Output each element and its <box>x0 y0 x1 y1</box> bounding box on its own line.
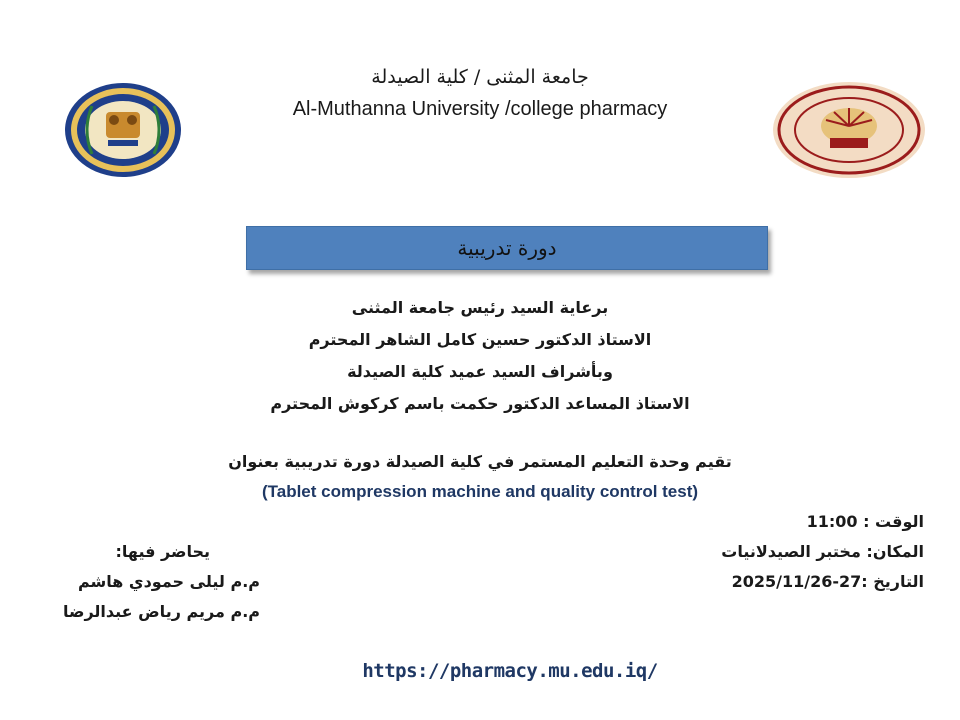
banner-title: دورة تدريبية <box>457 236 557 260</box>
website-link[interactable]: https://pharmacy.mu.edu.iq/ <box>362 660 658 682</box>
university-logo-left <box>62 80 184 180</box>
sponsorship-line-1: برعاية السيد رئيس جامعة المثنى <box>351 298 609 317</box>
course-banner <box>246 226 768 270</box>
university-seal-icon <box>62 80 184 180</box>
lecturer-name: م.م مريم رياض عبدالرضا <box>62 602 260 621</box>
lecturers-label: يحاضر فيها: <box>115 542 210 561</box>
header-english: Al-Muthanna University /college pharmacy <box>292 98 668 120</box>
lecturer-name: م.م ليلى حمودي هاشم <box>77 572 260 591</box>
header-arabic: جامعة المثنى / كلية الصيدلة <box>371 66 589 88</box>
course-date: التاريخ :27-2025/11/26 <box>731 572 924 591</box>
course-intro: تقيم وحدة التعليم المستمر في كلية الصيدلة دورة تدريبية بعنوان <box>228 452 732 471</box>
course-place: المكان: مختبر الصيدلانيات <box>721 542 924 561</box>
course-time: الوقت : 11:00 <box>806 512 924 531</box>
ministry-seal-icon <box>770 80 928 180</box>
sponsorship-line-4: الاستاذ المساعد الدكتور حكمت باسم كركوش المحترم <box>270 394 690 413</box>
sponsorship-line-2: الاستاذ الدكتور حسين كامل الشاهر المحترم <box>308 330 652 349</box>
sponsorship-line-3: وبأشراف السيد عميد كلية الصيدلة <box>347 362 613 381</box>
ministry-logo-right <box>770 80 928 180</box>
course-title: (Tablet compression machine and quality control test) <box>261 482 699 501</box>
